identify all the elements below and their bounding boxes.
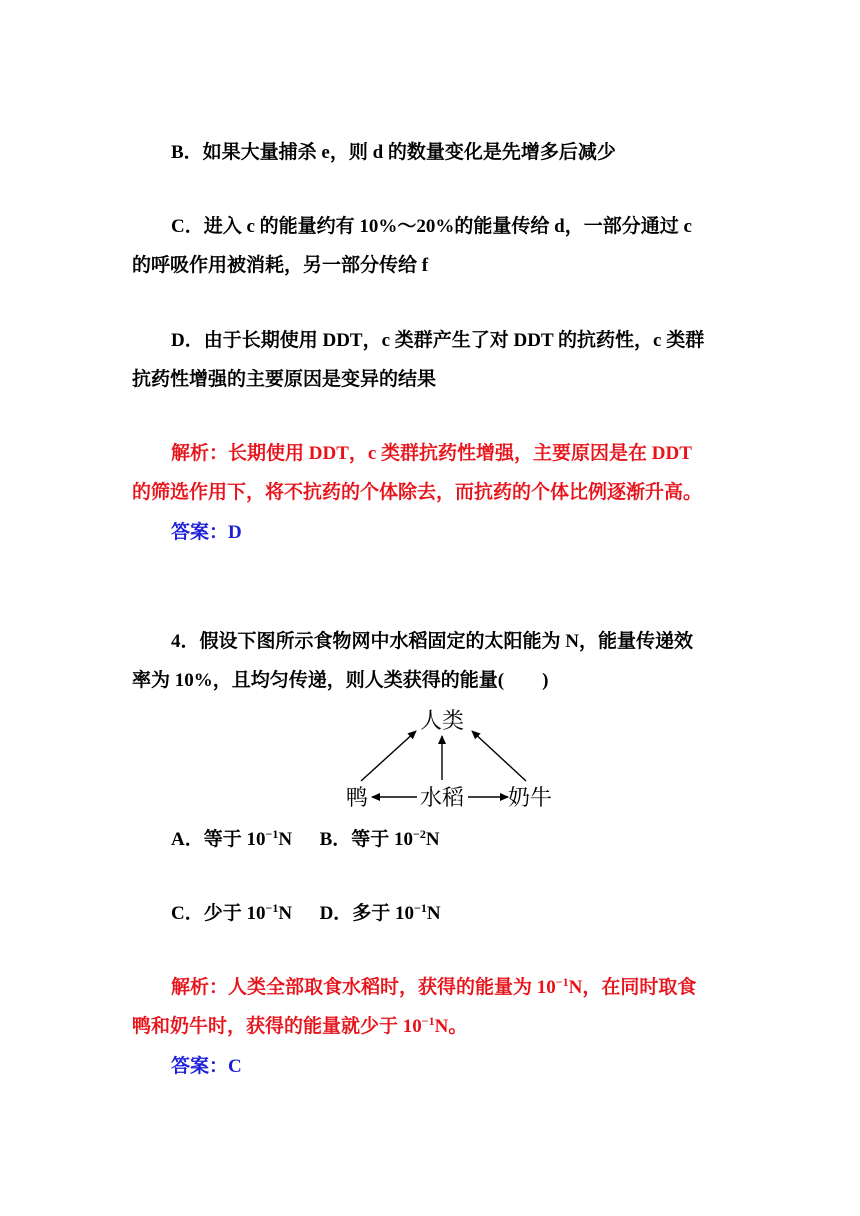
node-rice: 水稻 [419, 786, 465, 811]
node-cow: 奶牛 [507, 786, 553, 811]
q4-analysis-line2: 鸭和奶牛时，获得的能量就少于 $10^{-1}N$。 [132, 1014, 468, 1037]
q4-stem-line1: 4．假设下图所示食物网中水稻固定的太阳能为 N，能量传递效 [171, 631, 693, 652]
q3-answer: 答案：D [171, 522, 242, 543]
node-human: 人类 [419, 709, 465, 734]
q4-answer: 答案：C [171, 1056, 242, 1077]
q4-analysis-line1: 解析：人类全部取食水稻时，获得的能量为 $10^{-1}N$，在同时取食 [171, 975, 697, 998]
q3-option-d-line2: 抗药性增强的主要原因是变异的结果 [132, 369, 437, 390]
q4-option-b: B．等于 $10^{-2}N$ [319, 827, 440, 850]
q3-analysis-line2: 的筛选作用下，将不抗药的个体除去，而抗药的个体比例逐渐升高。 [132, 482, 703, 503]
q3-analysis-line1: 解析：长期使用 DDT，c 类群抗药性增强，主要原因是在 DDT [171, 443, 692, 464]
q3-option-c-line1: C．进入 c 的能量约有 10%～20%的能量传给 d，一部分通过 c [171, 216, 692, 237]
node-duck: 鸭 [345, 786, 369, 811]
q3-option-b: B．如果大量捕杀 e，则 d 的数量变化是先增多后减少 [171, 142, 616, 163]
q3-option-c-line2: 的呼吸作用被消耗，另一部分传给 f [132, 255, 429, 276]
arrow-cow-to-human [472, 731, 526, 781]
arrow-duck-to-human [361, 731, 416, 781]
q3-option-d-line1: D．由于长期使用 DDT，c 类群产生了对 DDT 的抗药性，c 类群 [171, 330, 705, 351]
q4-options-ab [171, 828, 771, 852]
q4-option-a: A．等于 $10^{-1}N$ [171, 827, 293, 850]
q4-option-d: D．多于 $10^{-1}N$ [319, 901, 441, 924]
q4-option-c: C．少于 $10^{-1}N$ [171, 901, 293, 924]
q4-options-cd [171, 902, 771, 926]
food-web-diagram [330, 702, 570, 817]
q4-stem-line2: 率为 10%，且均匀传递，则人类获得的能量( ) [132, 670, 549, 691]
